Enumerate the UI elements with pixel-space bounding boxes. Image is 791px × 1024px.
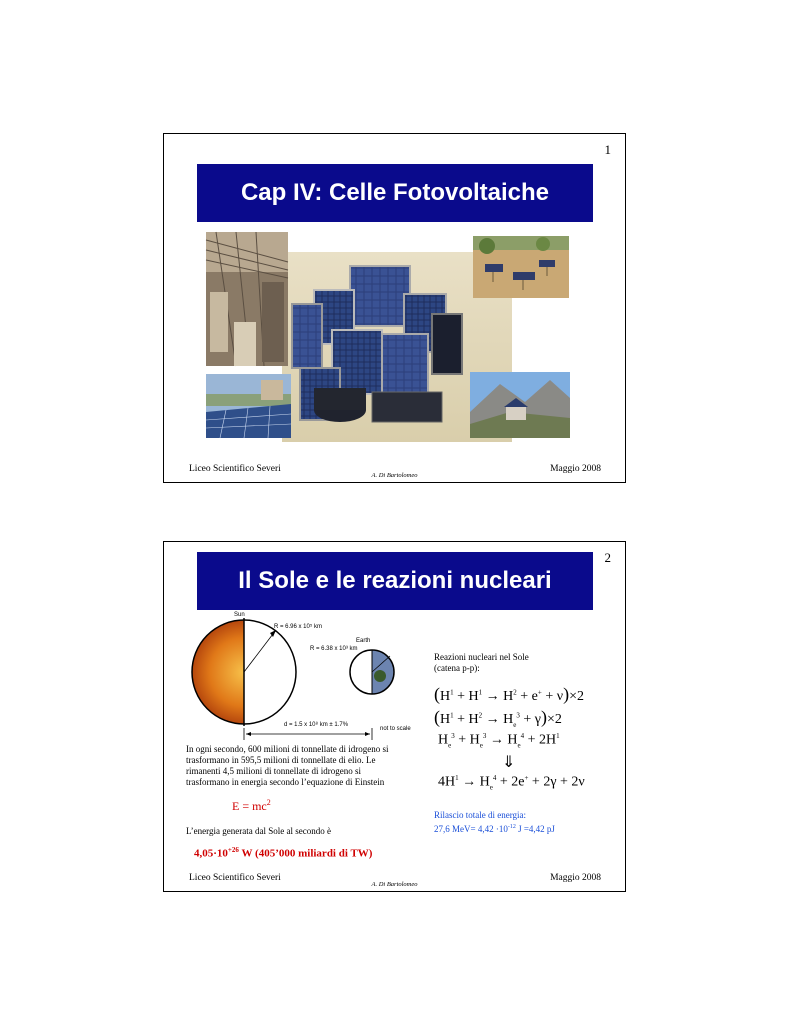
- slide-title: Il Sole e le reazioni nucleari: [197, 552, 593, 610]
- hydrogen-paragraph: In ogni secondo, 600 milioni di tonnellate di idrogeno si trasformano in 595,5 milioni di tonnellate di elio. Le rimanenti 4,5 milioni di tonnellate di idrogeno si trasformano in energia secondo l’equazione di Einstein: [186, 744, 389, 787]
- einstein-equation: $E = mc^2$: [232, 798, 271, 813]
- earth-label: Earth: [356, 638, 371, 644]
- slide-number: 2: [604, 550, 611, 565]
- not-to-scale-label: not to scale: [380, 726, 411, 732]
- sun-radius-label: R = 6.96 x 10⁵ km: [274, 624, 323, 630]
- distance-label: d = 1.5 x 10⁸ km ± 1.7%: [284, 722, 349, 728]
- release-title: Rilascio totale di energia:: [434, 810, 527, 820]
- reaction-3: $H_e^3 + H_e^3 \to H_e^4 + 2H^1$: [438, 732, 560, 750]
- slide-1: [163, 133, 626, 483]
- sun-earth-diagram: [184, 612, 424, 742]
- footer-author: A. Di Bartolomeo: [371, 472, 418, 479]
- building-photo: [206, 232, 288, 366]
- earth-radius-label: R = 6.38 x 10³ km: [310, 646, 358, 652]
- footer-school: Liceo Scientifico Severi: [189, 464, 281, 474]
- footer-school: Liceo Scientifico Severi: [189, 873, 281, 883]
- slide-2: [163, 541, 626, 892]
- reaction-2: $(H^1 + H^2 \to H_e^3 + \gamma)\times 2$: [434, 707, 562, 729]
- footer-date: Maggio 2008: [550, 464, 601, 474]
- energy-text: L’energia generata dal Sole al secondo è: [186, 826, 331, 836]
- reaction-total: $4H^1 \to H_e^4 + 2e^+ + 2\gamma + 2\nu$: [438, 774, 585, 792]
- reaction-1: $(H^1 + H^1 \to H^2 + e^+ + \nu)\times 2$: [434, 684, 584, 704]
- reactions-title: Reazioni nucleari nel Sole (catena p-p):: [434, 652, 529, 673]
- solar-modules-photo: [292, 260, 468, 430]
- field-panels-photo: [473, 236, 569, 298]
- slide-number: 1: [604, 142, 611, 157]
- slide-title: Cap IV: Celle Fotovoltaiche: [197, 164, 593, 222]
- footer-date: Maggio 2008: [550, 873, 601, 883]
- release-value: 27,6 $MeV= 4,42 \cdot 10^{-12}$ J =4,42 pJ: [434, 824, 555, 834]
- mountain-hut-photo: [470, 372, 570, 438]
- sun-label: Sun: [234, 612, 245, 618]
- implies-arrow: ⇓: [502, 754, 516, 771]
- rooftop-panels-photo: [206, 374, 291, 438]
- footer-author: A. Di Bartolomeo: [371, 881, 418, 888]
- sun-power-value: $4,05\cdot 10^{+26}$ W (405’000 miliardi di TW): [194, 846, 373, 860]
